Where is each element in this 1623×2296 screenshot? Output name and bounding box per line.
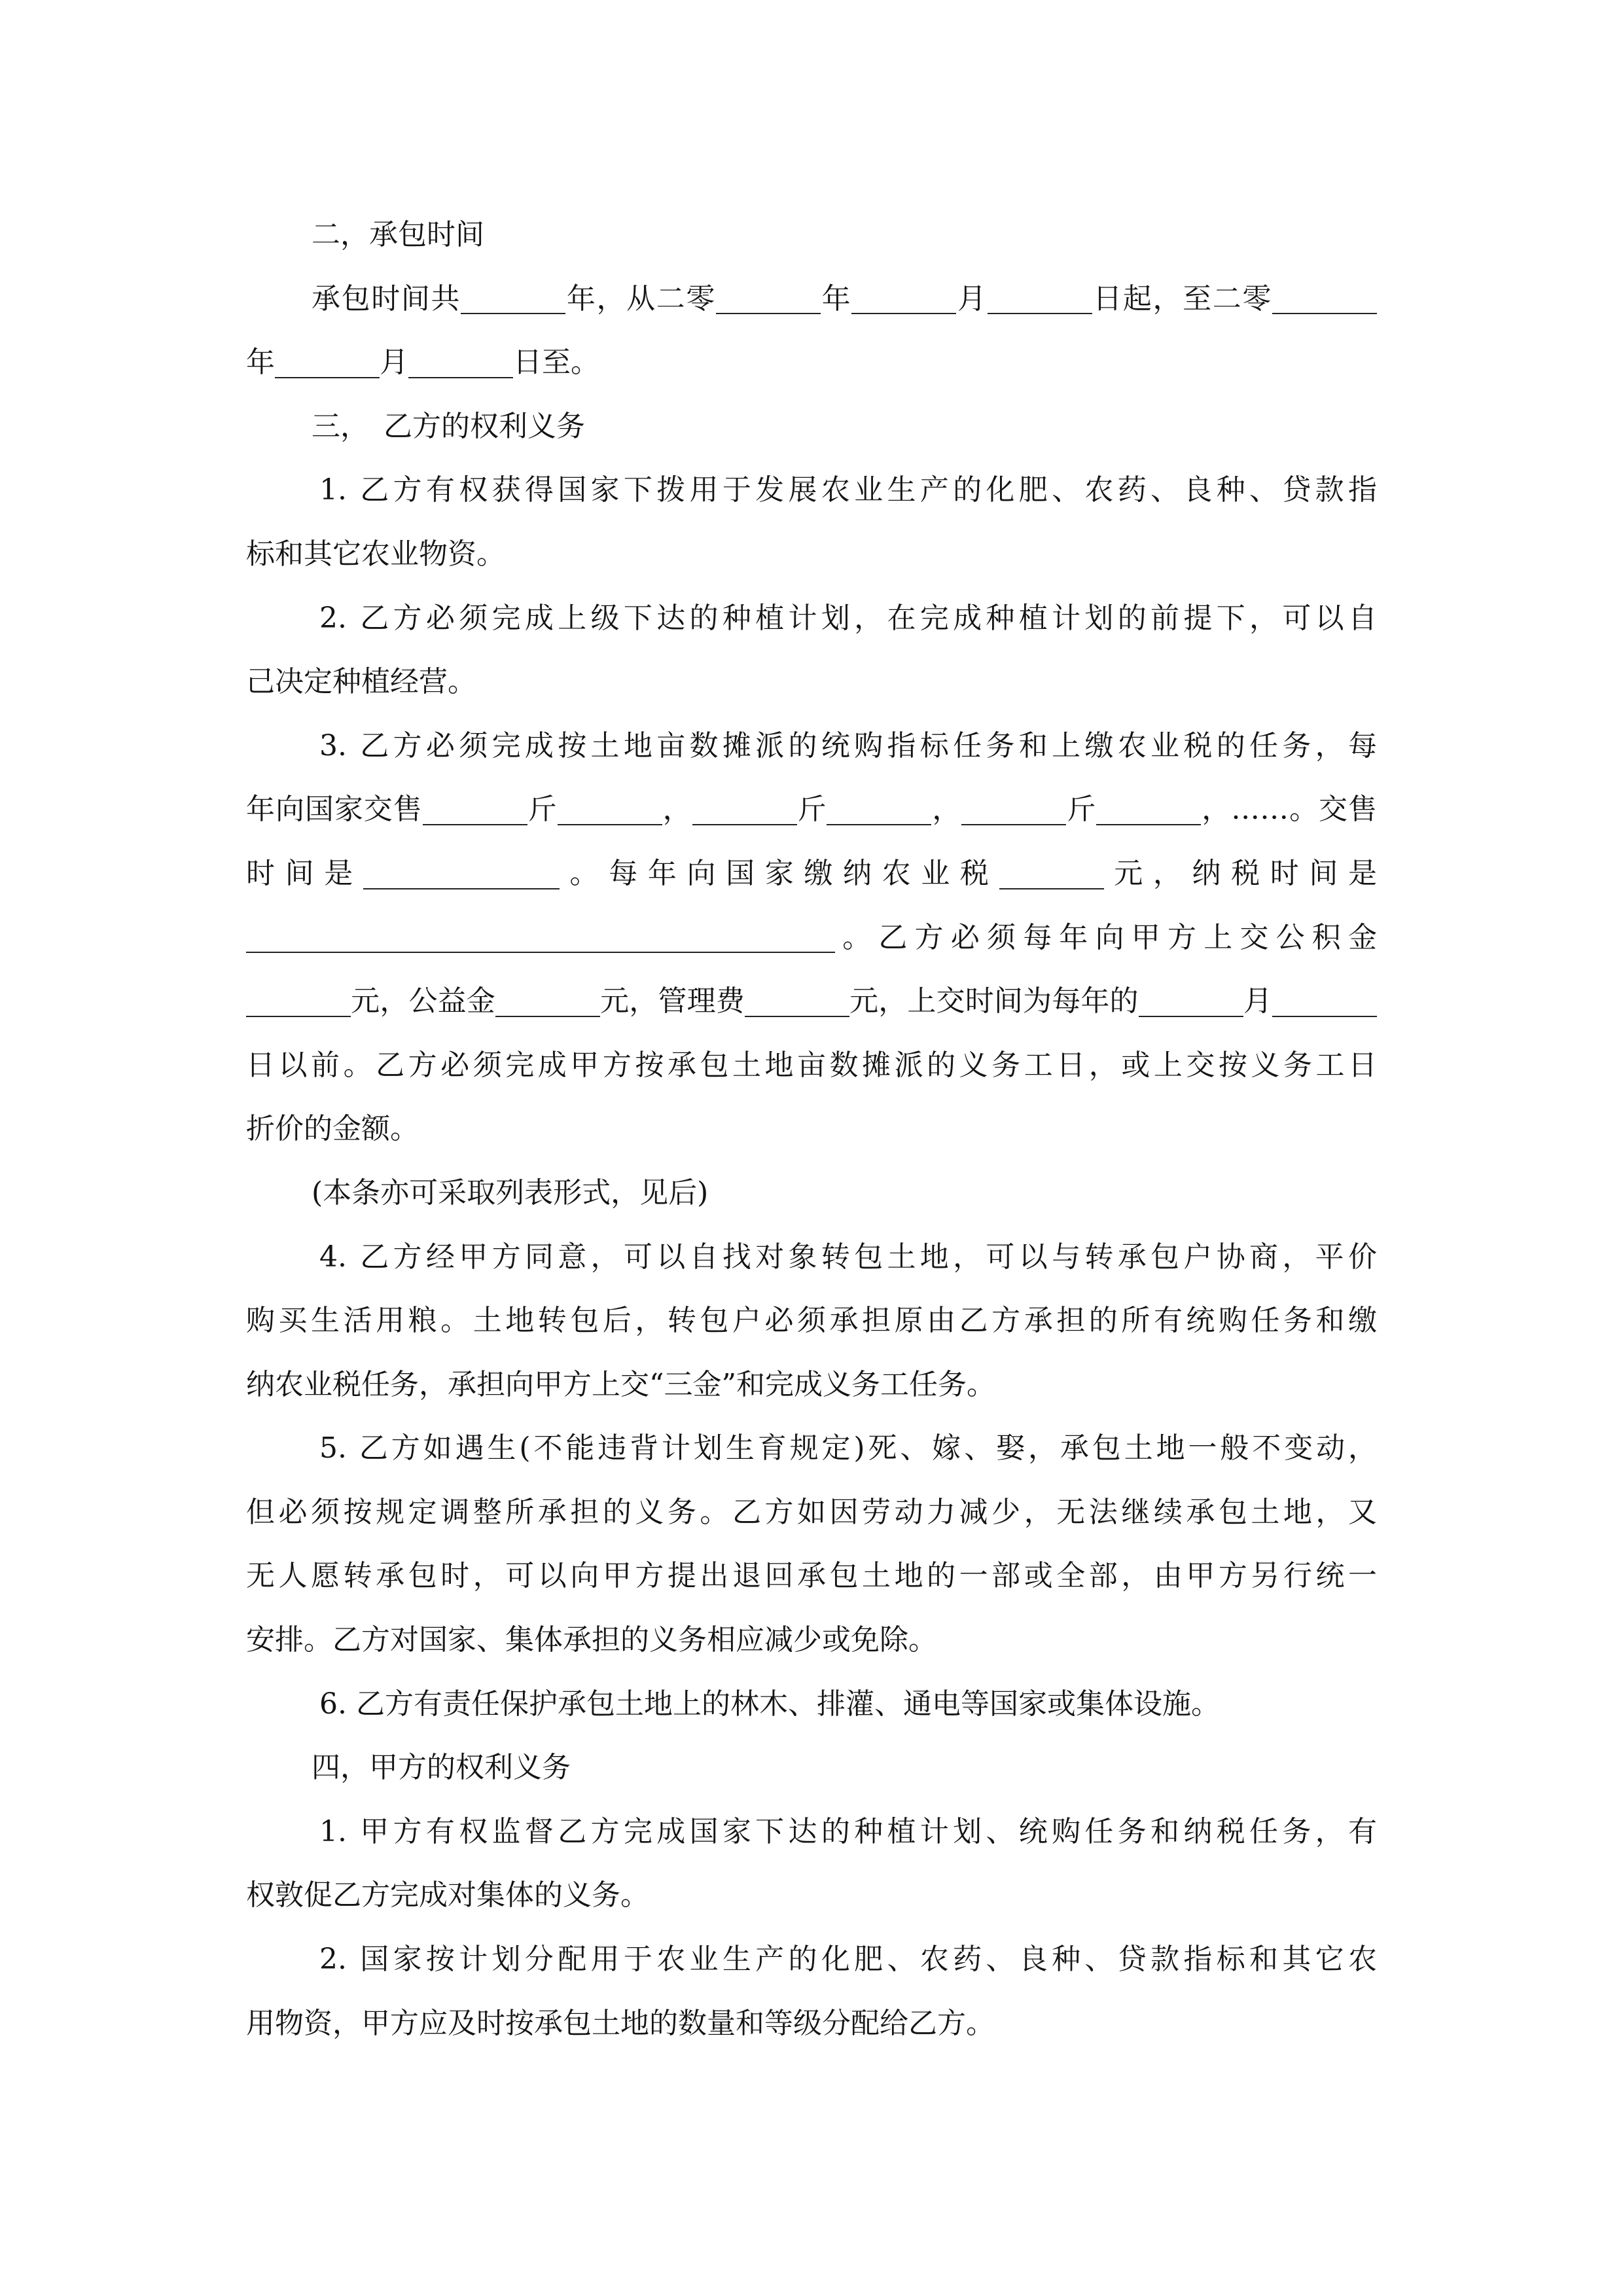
reserve-fund-blank[interactable]: [246, 986, 351, 1017]
s3-item4-line2: 购买生活用粮。土地转包后，转包户必须承担原由乙方承担的所有统购任务和缴: [246, 1304, 1377, 1338]
term-line-2: 年 月 日至。: [246, 346, 599, 380]
term-line-1: 承包时间共 年，从二零 年 月 日起，至二零: [246, 267, 1377, 331]
s3-item5-line2: 但必须按规定调整所承担的义务。乙方如因劳动力减少，无法继续承包土地，又: [246, 1495, 1377, 1529]
years-blank[interactable]: [461, 283, 565, 314]
s3-item3-line4: 。乙方必须每年向甲方上交公积金: [246, 906, 1377, 970]
payment-day-blank[interactable]: [1272, 986, 1377, 1017]
s3-item3-line3: 时间是 。每年向国家缴纳农业税 元，纳税时间是: [246, 856, 1378, 890]
section-3-heading: 三， 乙方的权利义务: [312, 409, 585, 443]
s4-item2-line1: 2. 国家按计划分配用于农业生产的化肥、农药、良种、贷款指标和其它农: [319, 1943, 1377, 1977]
s3-item3-line5: 元，公益金 元，管理费 元，上交时间为每年的 月: [246, 969, 1377, 1033]
sale-qty-blank-2[interactable]: [692, 794, 797, 825]
payment-month-blank[interactable]: [1139, 986, 1243, 1017]
end-day-blank[interactable]: [408, 347, 513, 378]
s3-note: (本条亦可采取列表形式，见后): [312, 1175, 709, 1210]
s3-item5-line3: 无人愿转承包时，可以向甲方提出退回承包土地的一部或全部，由甲方另行统一: [246, 1559, 1377, 1593]
sale-time-blank[interactable]: [363, 857, 560, 889]
s3-item2-line1: 2. 乙方必须完成上级下达的种植计划，在完成种植计划的前提下，可以自: [319, 601, 1377, 635]
s3-item2-line2: 己决定种植经营。: [246, 665, 476, 699]
section-2-heading: 二，承包时间: [312, 218, 484, 251]
s3-item1-line1: 1. 乙方有权获得国家下拨用于发展农业生产的化肥、农药、良种、贷款指: [319, 473, 1377, 507]
s3-item4-line3: 纳农业税任务，承担向甲方上交“三金”和完成义务工任务。: [246, 1367, 995, 1401]
start-year-blank[interactable]: [716, 283, 821, 314]
sale-qty-blank-3[interactable]: [961, 794, 1066, 825]
s3-item6: 6. 乙方有责任保护承包土地上的林木、排灌、通电等国家或集体设施。: [319, 1687, 1220, 1721]
s3-item5-line1: 5. 乙方如遇生(不能违背计划生育规定)死、嫁、娶，承包土地一般不变动，: [319, 1431, 1377, 1465]
s4-item2-line2: 用物资，甲方应及时按承包土地的数量和等级分配给乙方。: [246, 2006, 995, 2040]
start-month-blank[interactable]: [851, 283, 956, 314]
end-month-blank[interactable]: [275, 347, 380, 378]
section-4-heading: 四，甲方的权利义务: [312, 1751, 571, 1785]
end-year-blank[interactable]: [1272, 283, 1377, 314]
sale-item-blank-3[interactable]: [1096, 794, 1201, 825]
s3-item3-line6: 日以前。乙方必须完成甲方按承包土地亩数摊派的义务工日，或上交按义务工日: [246, 1048, 1377, 1082]
s3-item5-line4: 安排。乙方对国家、集体承担的义务相应减少或免除。: [246, 1623, 937, 1657]
s3-item3-line2: 年向国家交售 斤 ， 斤 ， 斤 ，……。交售: [246, 793, 1378, 827]
sale-qty-blank-1[interactable]: [423, 794, 527, 825]
tax-amount-blank[interactable]: [999, 857, 1104, 889]
s3-item3-line7: 折价的金额。: [246, 1112, 419, 1146]
sale-item-blank-1[interactable]: [558, 794, 662, 825]
s4-item1-line1: 1. 甲方有权监督乙方完成国家下达的种植计划、统购任务和纳税任务，有: [319, 1814, 1377, 1848]
s3-item1-line2: 标和其它农业物资。: [246, 537, 505, 571]
tax-time-blank[interactable]: [246, 922, 835, 953]
sale-item-blank-2[interactable]: [827, 794, 931, 825]
s3-item4-line1: 4. 乙方经甲方同意，可以自找对象转包土地，可以与转承包户协商，平价: [319, 1240, 1377, 1274]
document-body: [246, 203, 1377, 2055]
s3-item3-line1: 3. 乙方必须完成按土地亩数摊派的统购指标任务和上缴农业税的任务，每: [319, 728, 1377, 762]
start-day-blank[interactable]: [988, 283, 1092, 314]
s4-item1-line2: 权敦促乙方完成对集体的义务。: [246, 1878, 649, 1912]
welfare-fund-blank[interactable]: [495, 986, 600, 1017]
management-fee-blank[interactable]: [745, 986, 849, 1017]
